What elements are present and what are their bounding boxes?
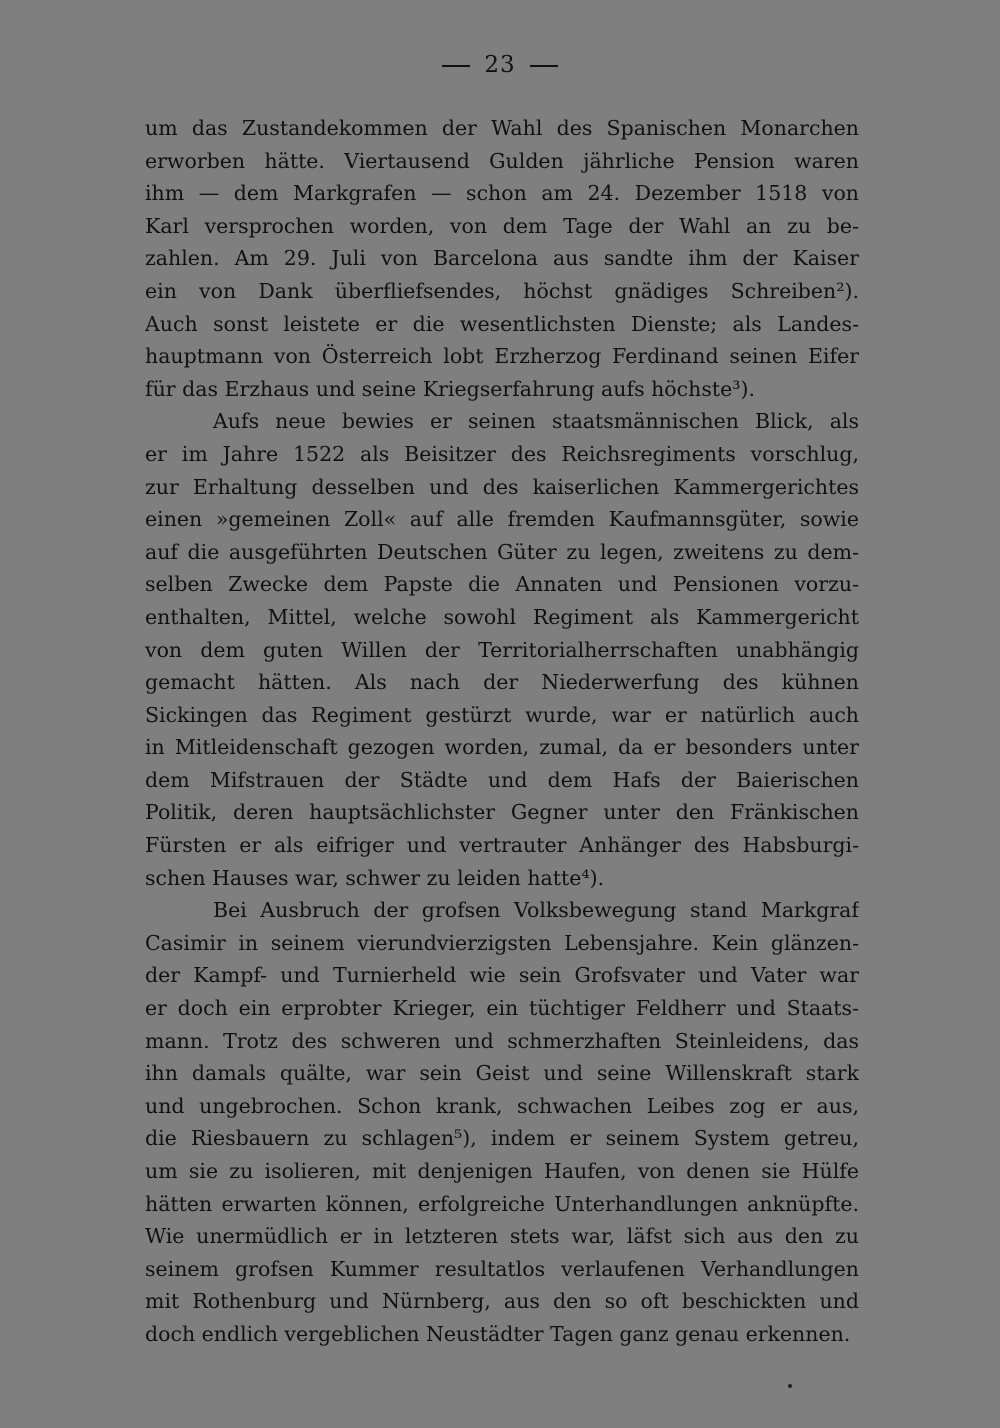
text-line: gemacht hätten. Als nach der Niederwerfung des kühnen (145, 670, 859, 695)
text-line: und ungebrochen. Schon krank, schwachen Leibes zog er aus, (145, 1093, 859, 1118)
print-speck (788, 1384, 792, 1388)
text-line: mit Rothenburg und Nürnberg, aus den so oft beschickten und (145, 1289, 859, 1314)
text-line: Auch sonst leistete er die wesentlichsten Dienste; als Landes- (145, 311, 859, 336)
text-line: enthalten, Mittel, welche sowohl Regiment als Kammergericht (145, 604, 859, 629)
page-number-dash-left (442, 65, 470, 67)
text-line: für das Erzhaus und seine Kriegserfahrung aufs höchste³). (145, 376, 755, 401)
text-line: hauptmann von Österreich lobt Erzherzog Ferdinand seinen Eifer (145, 344, 859, 369)
body-text (145, 112, 859, 1351)
text-line: schen Hauses war, schwer zu leiden hatte⁴). (145, 865, 605, 890)
text-line: ein von Dank überfliefsendes, höchst gnädiges Schreiben²). (145, 278, 859, 303)
text-line: hätten erwarten können, erfolgreiche Unterhandlungen anknüpfte. (145, 1191, 859, 1216)
text-line: er doch ein erprobter Krieger, ein tüchtiger Feldherr und Staats- (145, 996, 859, 1021)
text-line: selben Zwecke dem Papste die Annaten und Pensionen vorzu- (145, 572, 859, 597)
text-line: er im Jahre 1522 als Beisitzer des Reichsregiments vorschlug, (145, 441, 859, 466)
text-line: um sie zu isolieren, mit denjenigen Haufen, von denen sie Hülfe (145, 1159, 859, 1183)
page-number: 23 (484, 52, 516, 78)
text-line: einen »gemeinen Zoll« auf alle fremden Kaufmannsgüter, sowie (145, 507, 859, 532)
text-line: von dem guten Willen der Territorialherrschaften unabhängig (145, 637, 859, 662)
paragraph-start-line: Bei Ausbruch der grofsen Volksbewegung stand Markgraf (213, 898, 859, 923)
text-line: in Mitleidenschaft gezogen worden, zumal, da er besonders unter (145, 735, 859, 760)
text-line: auf die ausgeführten Deutschen Güter zu legen, zweitens zu dem- (145, 539, 859, 564)
page-number-header (0, 52, 1000, 78)
text-line: Casimir in seinem vierundvierzigsten Lebensjahre. Kein glänzen- (145, 930, 859, 955)
text-line: ihn damals quälte, war sein Geist und seine Willenskraft stark (145, 1061, 859, 1086)
text-line: zur Erhaltung desselben und des kaiserlichen Kammergerichtes (145, 474, 859, 499)
text-line: dem Mifstrauen der Städte und dem Hafs der Baierischen (145, 767, 859, 792)
paragraph-start-line: Aufs neue bewies er seinen staatsmännischen Blick, als (213, 409, 859, 434)
text-line: Sickingen das Regiment gestürzt wurde, war er natürlich auch (145, 702, 859, 727)
text-line: seinem grofsen Kummer resultatlos verlaufenen Verhandlungen (145, 1256, 859, 1281)
page-number-dash-right (530, 65, 558, 67)
text-line: Politik, deren hauptsächlichster Gegner unter den Fränkischen (145, 800, 859, 825)
text-line: Wie unermüdlich er in letzteren stets war, läfst sich aus den zu (145, 1224, 859, 1249)
text-line: doch endlich vergeblichen Neustädter Tagen ganz genau erkennen. (145, 1321, 851, 1346)
text-line: die Riesbauern zu schlagen⁵), indem er seinem System getreu, (145, 1126, 859, 1151)
text-line: zahlen. Am 29. Juli von Barcelona aus sandte ihm der Kaiser (145, 246, 859, 271)
text-line: Karl versprochen worden, von dem Tage der Wahl an zu be- (145, 213, 859, 238)
text-line: ihm — dem Markgrafen — schon am 24. Dezember 1518 von (145, 181, 859, 206)
text-line: Fürsten er als eifriger und vertrauter Anhänger des Habsburgi- (145, 833, 859, 858)
text-line: erworben hätte. Viertausend Gulden jährliche Pension waren (145, 148, 859, 173)
text-line: mann. Trotz des schweren und schmerzhaften Steinleidens, das (145, 1028, 859, 1053)
text-line: um das Zustandekommen der Wahl des Spanischen Monarchen (145, 116, 859, 140)
text-line: der Kampf- und Turnierheld wie sein Grofsvater und Vater war (145, 963, 859, 988)
